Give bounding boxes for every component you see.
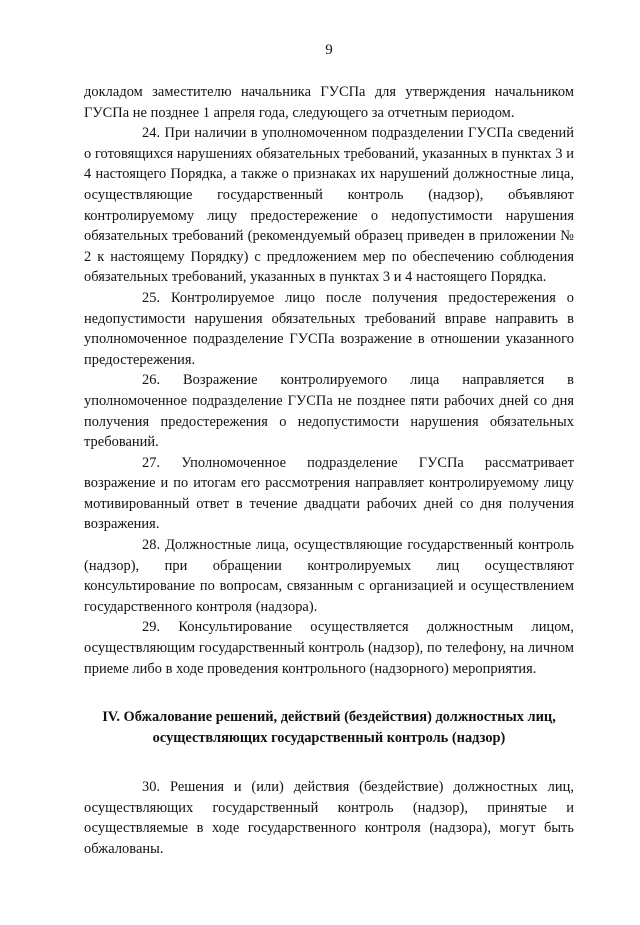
paragraph-27: 27. Уполномоченное подразделение ГУСПа рассматривает возражение и по итогам его рассмотрения направляет контролируемому лицу мотивированный ответ в течение двадцати рабочих дней со дня получения возражения. xyxy=(84,454,574,533)
paragraph-25: 25. Контролируемое лицо после получения предостережения о недопустимости нарушения обязательных требований вправе направить в уполномоченное подразделение ГУСПа возражение в отношении указанного предостережения. xyxy=(84,289,574,368)
paragraph-29: 29. Консультирование осуществляется должностным лицом, осуществляющим государственный контроль (надзор), по телефону, на личном приеме либо в ходе проведения контрольного (надзорного) мероприятия. xyxy=(84,619,574,677)
paragraph-30: 30. Решения и (или) действия (бездействие) должностных лиц, осуществляющих государственный контроль (надзор), принятые и осуществляемые в ходе государственного контроля (надзора), могут быть обжалованы. xyxy=(84,779,574,857)
paragraph-continuation: докладом заместителю начальника ГУСПа для утверждения начальником ГУСПа не позднее 1 апреля года, следующего за отчетным периодом. xyxy=(84,84,574,121)
paragraph-28: 28. Должностные лица, осуществляющие государственный контроль (надзор), при обращении контролируемых лиц осуществляют консультирование по вопросам, связанным с организацией и осуществлением государственного контроля (надзора). xyxy=(84,537,574,615)
paragraph-26: 26. Возражение контролируемого лица направляется в уполномоченное подразделение ГУСПа не позднее пяти рабочих дней со дня получения предостережения о недопустимости нарушения обязательных требований. xyxy=(84,372,574,451)
page-number: 9 xyxy=(325,42,333,58)
paragraph-24: 24. При наличии в уполномоченном подразделении ГУСПа сведений о готовящихся нарушениях обязательных требований, указанных в пунктах 3 и 4 настоящего Порядка, а также о признаках их нарушений должностные лица, осуществляющие государственный контроль (надзор), объявляют контролируемому лицу предостережение о недопустимости нарушения обязательных требований (рекомендуемый образец приведен в приложении № 2 к настоящему Порядку) с предложением мер по обеспечению соблюдения обязательных требований, указанных в пунктах 3 и 4 настоящего Порядка. xyxy=(84,125,574,286)
section-heading-iv: IV. Обжалование решений, действий (бездействия) должностных лиц, осуществляющих государственный контроль (надзор) xyxy=(102,709,556,747)
